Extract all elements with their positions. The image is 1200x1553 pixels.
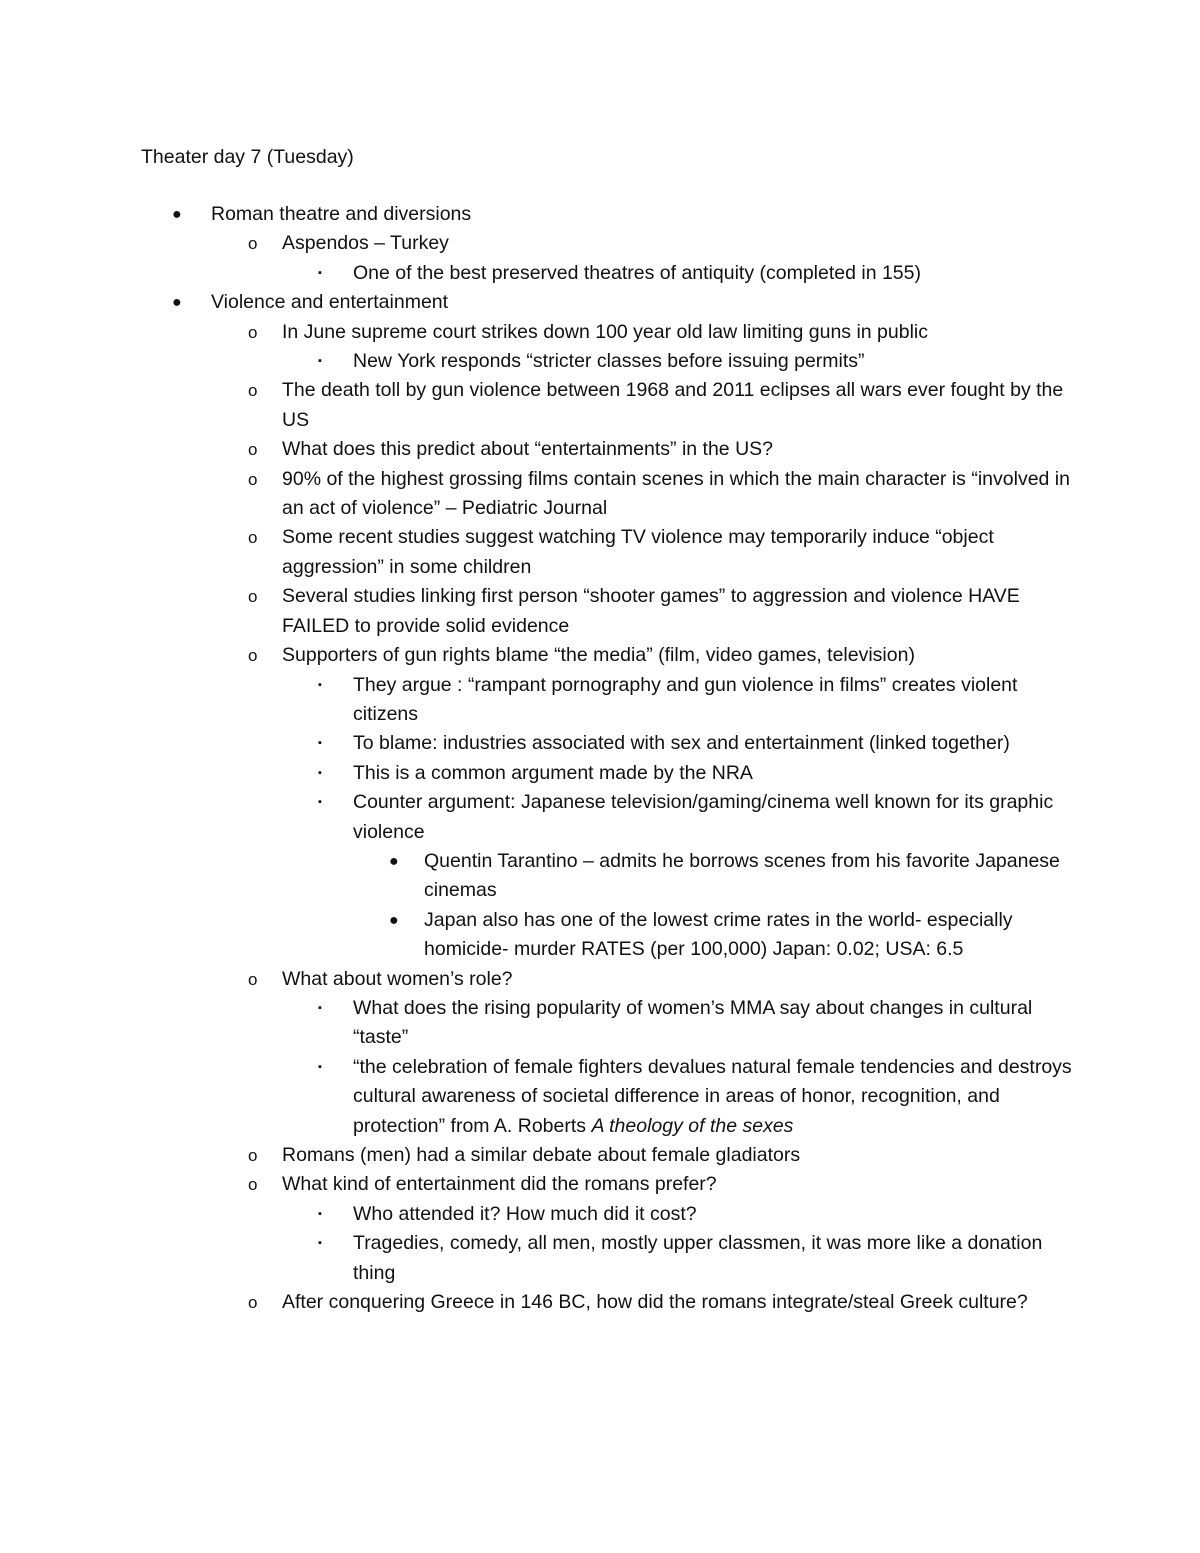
list-item — [0, 1288, 1200, 1317]
list-item-text: Aspendos – Turkey — [282, 232, 449, 255]
list-item — [0, 965, 1200, 994]
list-item — [0, 318, 1200, 347]
list-item-text: Who attended it? How much did it cost? — [353, 1202, 697, 1225]
circle-marker: o — [248, 1175, 258, 1195]
circle-marker: o — [248, 381, 258, 401]
circle-marker: o — [248, 1293, 258, 1313]
list-item-text: Some recent studies suggest watching TV violence may temporarily induce “object aggression” in some children — [282, 526, 994, 578]
bullet-marker: ● — [172, 294, 182, 312]
circle-marker: o — [248, 469, 258, 489]
list-item-text: To blame: industries associated with sex and entertainment (linked together) — [353, 732, 1010, 755]
list-item-text: New York responds “stricter classes before issuing permits” — [353, 350, 865, 373]
square-marker: ▪ — [318, 678, 322, 691]
list-item-text: In June supreme court strikes down 100 year old law limiting guns in public — [282, 320, 928, 343]
list-item — [0, 229, 1200, 258]
list-item — [0, 200, 1200, 229]
square-marker: ▪ — [318, 796, 322, 809]
list-item-text: Quentin Tarantino – admits he borrows scenes from his favorite Japanese cinemas — [424, 849, 1060, 902]
list-item — [0, 729, 1200, 758]
page-title: Theater day 7 (Tuesday) — [141, 146, 354, 168]
list-item-text: Counter argument: Japanese television/gaming/cinema well known for its graphic violence — [353, 791, 1054, 843]
list-item — [0, 994, 1200, 1053]
list-item — [0, 259, 1200, 288]
circle-marker: o — [248, 587, 258, 607]
list-item-text: Violence and entertainment — [211, 291, 449, 314]
book-title: A theology of the sexes — [591, 1114, 794, 1137]
circle-marker: o — [248, 528, 258, 548]
square-marker: ▪ — [318, 1207, 322, 1220]
square-marker: ▪ — [318, 266, 322, 279]
list-item — [0, 1170, 1200, 1199]
list-item-text: Japan also has one of the lowest crime rates in the world- especially homicide- murder RATES (per 100,000) Japan: 0.02; USA: 6.5 — [424, 908, 1013, 961]
list-item — [0, 788, 1200, 847]
bullet-marker: ● — [389, 911, 399, 929]
circle-marker: o — [248, 969, 258, 989]
square-marker: ▪ — [318, 766, 322, 779]
circle-marker: o — [248, 322, 258, 342]
list-item-text: The death toll by gun violence between 1968 and 2011 eclipses all wars ever fought by the US — [282, 379, 1064, 431]
list-item — [0, 906, 1200, 965]
list-item-text: What kind of entertainment did the romans prefer? — [282, 1173, 717, 1196]
square-marker: ▪ — [318, 737, 322, 750]
list-item — [0, 759, 1200, 788]
list-item-text: What does this predict about “entertainments” in the US? — [282, 438, 774, 461]
circle-marker: o — [248, 646, 258, 666]
list-item — [0, 582, 1200, 641]
list-item — [0, 288, 1200, 317]
square-marker: ▪ — [318, 355, 322, 368]
list-item — [0, 671, 1200, 730]
list-item — [0, 1053, 1200, 1141]
list-item — [0, 376, 1200, 435]
list-item — [0, 465, 1200, 524]
list-item-text: Romans (men) had a similar debate about female gladiators — [282, 1144, 801, 1166]
list-item-text: This is a common argument made by the NRA — [353, 761, 753, 784]
list-item-text: One of the best preserved theatres of antiquity (completed in 155) — [353, 261, 921, 284]
list-item-text: Supporters of gun rights blame “the media” (film, video games, television) — [282, 644, 915, 667]
outline-list — [0, 200, 1200, 1317]
circle-marker: o — [248, 440, 258, 460]
circle-marker: o — [248, 234, 258, 254]
list-item-text: Several studies linking first person “shooter games” to aggression and violence HAVE FAILED to provide solid evidence — [282, 585, 1020, 637]
list-item-text: Roman theatre and diversions — [211, 203, 472, 225]
list-item — [0, 347, 1200, 376]
list-item-text: After conquering Greece in 146 BC, how did the romans integrate/steal Greek culture? — [282, 1291, 1028, 1314]
square-marker: ▪ — [318, 1237, 322, 1250]
list-item-text: 90% of the highest grossing films contain scenes in which the main character is “involved in an act of violence” – Pediatric Journal — [282, 467, 1070, 520]
square-marker: ▪ — [318, 1060, 322, 1073]
list-item-text: What about women’s role? — [282, 967, 513, 990]
list-item-text: “the celebration of female fighters devalues natural female tendencies and destroys cultural awareness of societal difference in areas of honor, recognition, and protection” from A. Roberts — [353, 1055, 1072, 1137]
circle-marker: o — [248, 1146, 258, 1165]
list-item — [0, 523, 1200, 582]
list-item — [0, 1141, 1200, 1170]
square-marker: ▪ — [318, 1001, 322, 1014]
list-item — [0, 641, 1200, 670]
list-item — [0, 1229, 1200, 1288]
list-item — [0, 1200, 1200, 1229]
list-item-text: Tragedies, comedy, all men, mostly upper classmen, it was more like a donation thing — [353, 1232, 1043, 1284]
list-item — [0, 435, 1200, 464]
bullet-marker: ● — [389, 852, 399, 870]
list-item-text: They argue : “rampant pornography and gun violence in films” creates violent citizens — [353, 673, 1018, 725]
list-item-text: What does the rising popularity of women’s MMA say about changes in cultural “taste” — [353, 996, 1033, 1049]
list-item — [0, 847, 1200, 906]
bullet-marker: ● — [172, 206, 182, 223]
